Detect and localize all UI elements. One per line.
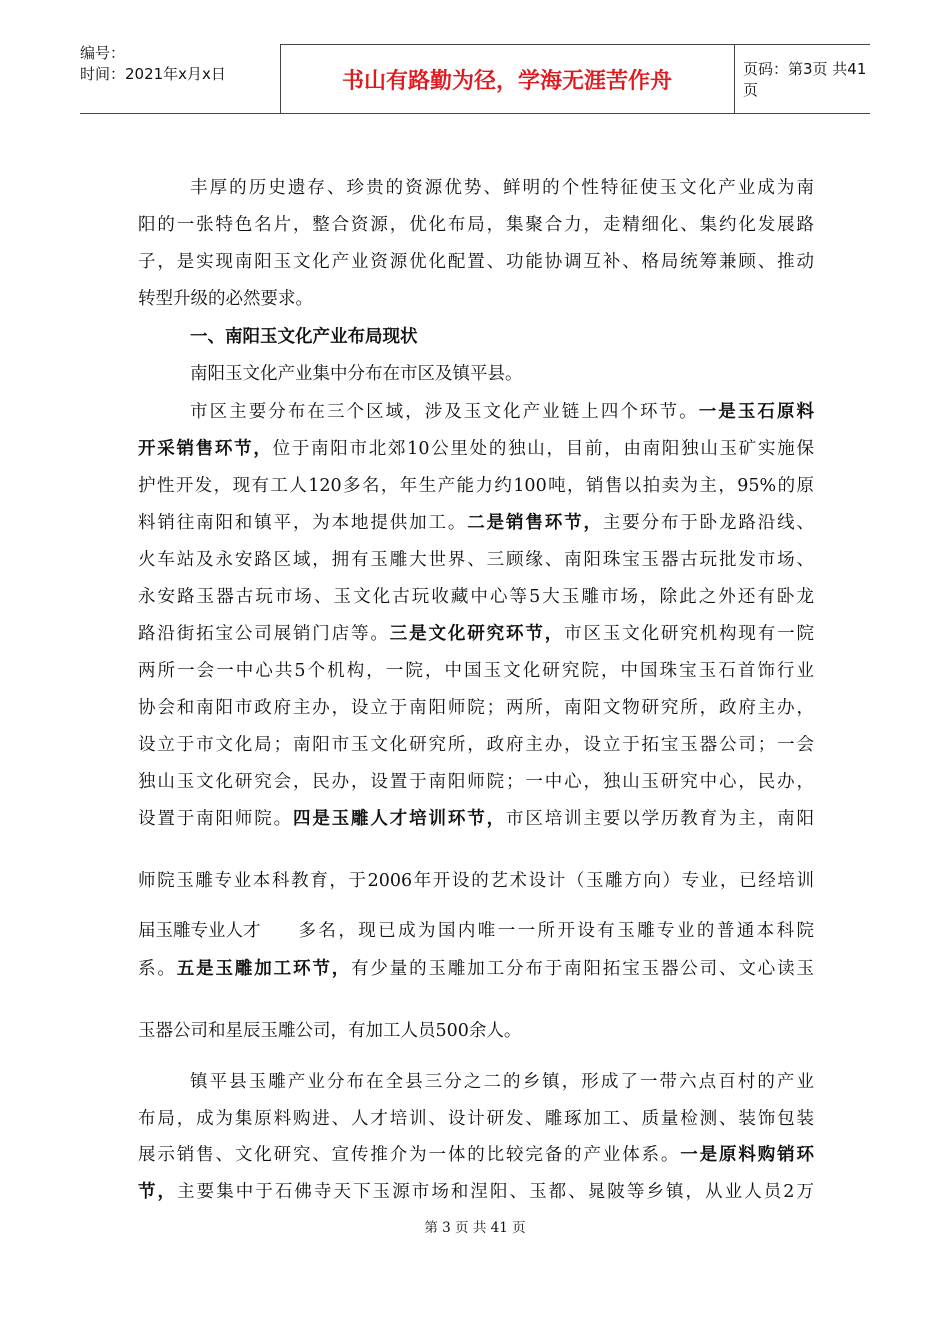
text-line: 子，是实现南阳玉文化产业资源优化配置、功能协调互补、格局统筹兼顾、推动 (138, 252, 814, 272)
text-line: 节，主要集中于石佛寺天下玉源市场和涅阳、玉都、晁陂等乡镇，从业人员2万 (138, 1182, 814, 1202)
header-page-info: 页码：第3页 共41页 (735, 44, 870, 113)
text-line: 火车站及永安路区域，拥有玉雕大世界、三顾缘、南阳珠宝玉器古玩批发市场、 (138, 550, 814, 570)
text-line: 料销往南阳和镇平，为本地提供加工。二是销售环节，主要分布于卧龙路沿线、 (138, 513, 815, 533)
number-label: 编号： (80, 44, 126, 62)
text-line: 丰厚的历史遗存、珍贵的资源优势、鲜明的个性特征使玉文化产业成为南 (190, 178, 814, 198)
text-line: 设置于南阳师院。四是玉雕人才培训环节，市区培训主要以学历教育为主，南阳 (138, 809, 815, 829)
text-line: 两所一会一中心共5个机构，一院，中国玉文化研究院，中国珠宝玉石首饰行业 (138, 661, 814, 681)
text-line: 护性开发，现有工人120多名，年生产能力约100吨，销售以拍卖为主，95%的原 (138, 476, 814, 496)
text-line: 南阳玉文化产业集中分布在市区及镇平县。 (190, 364, 523, 384)
text-line: 镇平县玉雕产业分布在全县三分之二的乡镇，形成了一带六点百村的产业 (190, 1072, 814, 1092)
section-heading: 一、南阳玉文化产业布局现状 (190, 327, 418, 347)
text-line: 阳的一张特色名片，整合资源，优化布局，集聚合力，走精细化、集约化发展路 (138, 215, 814, 235)
text-line: 独山玉文化研究会，民办，设置于南阳师院；一中心，独山玉研究中心，民办， (138, 772, 814, 792)
text-line: 开采销售环节，位于南阳市北郊10公里处的独山，目前，由南阳独山玉矿实施保 (138, 439, 814, 459)
text-line: 展示销售、文化研究、宣传推介为一体的比较完备的产业体系。一是原料购销环 (138, 1145, 815, 1165)
text-line: 届玉雕专业人才 多名，现已成为国内唯一一所开设有玉雕专业的普通本科院 (138, 921, 814, 941)
header-motto: 书山有路勤为径，学海无涯苦作舟 (280, 44, 735, 114)
time-label: 时间：2021年x月x日 (80, 65, 226, 83)
text-line: 系。五是玉雕加工环节，有少量的玉雕加工分布于南阳拓宝玉器公司、文心读玉 (138, 959, 815, 979)
header-meta (80, 44, 281, 113)
text-line: 永安路玉器古玩市场、玉文化古玩收藏中心等5大玉雕市场，除此之外还有卧龙 (138, 587, 814, 607)
text-line: 转型升级的必然要求。 (138, 289, 313, 309)
text-line: 设立于市文化局；南阳市玉文化研究所，政府主办，设立于拓宝玉器公司；一会 (138, 735, 814, 755)
text-line: 路沿街拓宝公司展销门店等。三是文化研究环节，市区玉文化研究机构现有一院 (138, 624, 815, 644)
text-line: 师院玉雕专业本科教育，于2006年开设的艺术设计（玉雕方向）专业，已经培训 (138, 871, 814, 891)
text-line: 玉器公司和星辰玉雕公司，有加工人员500余人。 (138, 1021, 522, 1041)
header-divider (80, 113, 870, 114)
text-line: 市区主要分布在三个区域，涉及玉文化产业链上四个环节。一是玉石原料 (190, 402, 815, 422)
page-footer: 第 3 页 共 41 页 (424, 1220, 526, 1236)
text-line: 布局，成为集原料购进、人才培训、设计研发、雕琢加工、质量检测、装饰包装 (138, 1109, 814, 1129)
page-header (80, 44, 870, 113)
text-line: 协会和南阳市政府主办，设立于南阳师院；两所，南阳文物研究所，政府主办， (138, 698, 814, 718)
